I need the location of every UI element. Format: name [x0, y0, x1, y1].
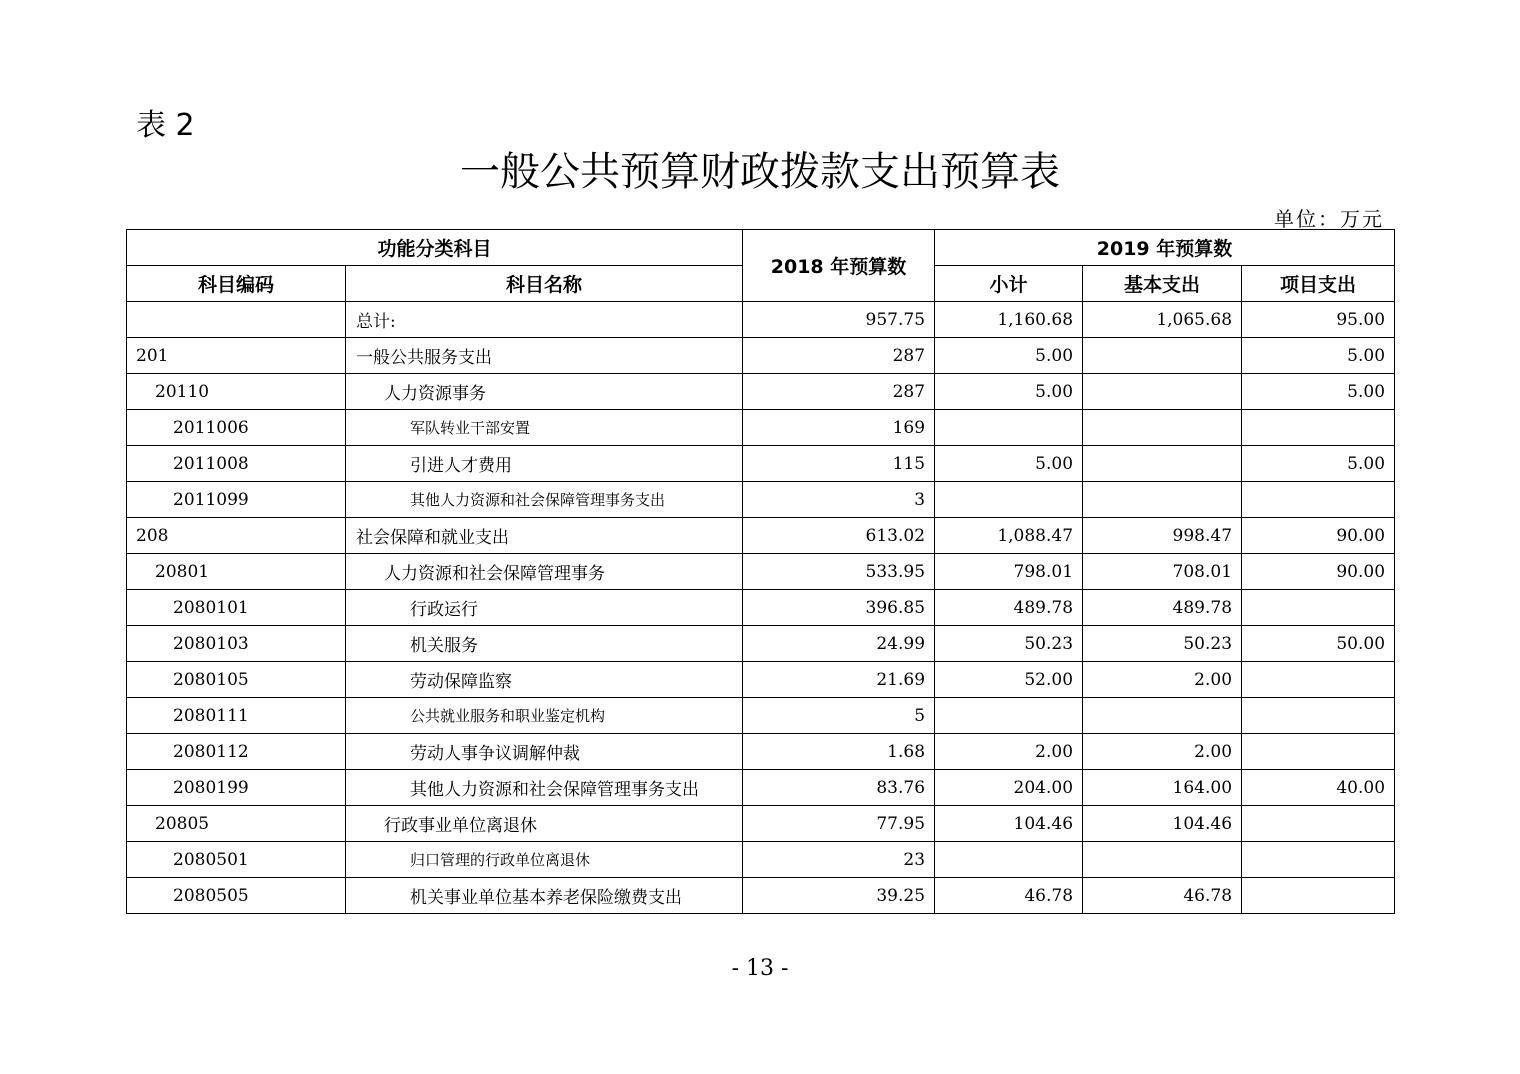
cell-code: 2080111	[127, 698, 346, 734]
cell-name: 行政运行	[346, 590, 743, 626]
cell-project: 90.00	[1242, 554, 1395, 590]
cell-subtotal: 1,088.47	[935, 518, 1083, 554]
cell-budget-2018: 957.75	[743, 302, 935, 338]
cell-basic: 50.23	[1083, 626, 1242, 662]
cell-budget-2018: 5	[743, 698, 935, 734]
cell-budget-2018: 169	[743, 410, 935, 446]
cell-budget-2018: 83.76	[743, 770, 935, 806]
cell-name: 行政事业单位离退休	[346, 806, 743, 842]
cell-code: 2011008	[127, 446, 346, 482]
cell-subtotal	[935, 482, 1083, 518]
cell-basic	[1083, 446, 1242, 482]
cell-project	[1242, 698, 1395, 734]
header-name: 科目名称	[346, 266, 743, 302]
cell-basic	[1083, 410, 1242, 446]
cell-subtotal	[935, 842, 1083, 878]
cell-budget-2018: 3	[743, 482, 935, 518]
cell-budget-2018: 613.02	[743, 518, 935, 554]
cell-name: 机关服务	[346, 626, 743, 662]
cell-name: 军队转业干部安置	[346, 410, 743, 446]
cell-subtotal: 489.78	[935, 590, 1083, 626]
table-row	[127, 338, 1395, 374]
cell-budget-2018: 77.95	[743, 806, 935, 842]
cell-code: 208	[127, 518, 346, 554]
cell-code: 2080112	[127, 734, 346, 770]
cell-project	[1242, 734, 1395, 770]
cell-basic: 46.78	[1083, 878, 1242, 914]
header-project: 项目支出	[1242, 266, 1395, 302]
cell-project	[1242, 842, 1395, 878]
cell-name: 劳动保障监察	[346, 662, 743, 698]
cell-project: 5.00	[1242, 338, 1395, 374]
cell-project: 40.00	[1242, 770, 1395, 806]
cell-subtotal: 2.00	[935, 734, 1083, 770]
cell-basic	[1083, 842, 1242, 878]
header-subtotal: 小计	[935, 266, 1083, 302]
cell-budget-2018: 115	[743, 446, 935, 482]
header-budget-2019: 2019 年预算数	[935, 230, 1395, 266]
cell-project: 50.00	[1242, 626, 1395, 662]
cell-name: 其他人力资源和社会保障管理事务支出	[346, 482, 743, 518]
cell-name: 劳动人事争议调解仲裁	[346, 734, 743, 770]
cell-code: 2011099	[127, 482, 346, 518]
cell-project: 95.00	[1242, 302, 1395, 338]
cell-subtotal: 798.01	[935, 554, 1083, 590]
cell-basic: 104.46	[1083, 806, 1242, 842]
page-number: - 13 -	[731, 956, 789, 981]
cell-code	[127, 302, 346, 338]
cell-subtotal: 104.46	[935, 806, 1083, 842]
cell-name: 其他人力资源和社会保障管理事务支出	[346, 770, 743, 806]
cell-project: 90.00	[1242, 518, 1395, 554]
table-row	[127, 410, 1395, 446]
table-row	[127, 518, 1395, 554]
cell-code: 20805	[127, 806, 346, 842]
cell-name: 社会保障和就业支出	[346, 518, 743, 554]
cell-budget-2018: 21.69	[743, 662, 935, 698]
cell-subtotal: 46.78	[935, 878, 1083, 914]
cell-basic	[1083, 482, 1242, 518]
cell-project	[1242, 662, 1395, 698]
cell-basic	[1083, 338, 1242, 374]
cell-subtotal: 5.00	[935, 374, 1083, 410]
header-func-class: 功能分类科目	[127, 230, 743, 266]
cell-project: 5.00	[1242, 374, 1395, 410]
cell-code: 2080505	[127, 878, 346, 914]
header-basic: 基本支出	[1083, 266, 1242, 302]
cell-project: 5.00	[1242, 446, 1395, 482]
cell-basic	[1083, 698, 1242, 734]
cell-code: 2080105	[127, 662, 346, 698]
cell-code: 2080501	[127, 842, 346, 878]
cell-project	[1242, 590, 1395, 626]
cell-code: 2080103	[127, 626, 346, 662]
cell-basic: 1,065.68	[1083, 302, 1242, 338]
table-row	[127, 878, 1395, 914]
cell-budget-2018: 24.99	[743, 626, 935, 662]
table-row	[127, 842, 1395, 878]
header-row-1	[127, 230, 1395, 266]
cell-code: 2080199	[127, 770, 346, 806]
cell-basic: 998.47	[1083, 518, 1242, 554]
table-row	[127, 806, 1395, 842]
cell-budget-2018: 23	[743, 842, 935, 878]
table-label: 表 2	[136, 108, 195, 143]
cell-name: 引进人才费用	[346, 446, 743, 482]
cell-name: 一般公共服务支出	[346, 338, 743, 374]
cell-subtotal: 5.00	[935, 446, 1083, 482]
cell-basic: 2.00	[1083, 734, 1242, 770]
cell-basic: 2.00	[1083, 662, 1242, 698]
unit-label: 单位：万元	[1274, 207, 1384, 231]
table-row	[127, 590, 1395, 626]
page-title: 一般公共预算财政拨款支出预算表	[460, 149, 1060, 195]
table-row	[127, 446, 1395, 482]
cell-project	[1242, 878, 1395, 914]
cell-code: 2080101	[127, 590, 346, 626]
table-row	[127, 302, 1395, 338]
cell-basic	[1083, 374, 1242, 410]
cell-subtotal: 204.00	[935, 770, 1083, 806]
cell-name: 总计:	[346, 302, 743, 338]
cell-subtotal: 50.23	[935, 626, 1083, 662]
cell-name: 人力资源和社会保障管理事务	[346, 554, 743, 590]
cell-budget-2018: 287	[743, 374, 935, 410]
table-row	[127, 374, 1395, 410]
cell-budget-2018: 396.85	[743, 590, 935, 626]
budget-table	[126, 229, 1395, 914]
table-row	[127, 482, 1395, 518]
cell-project	[1242, 410, 1395, 446]
table-row	[127, 770, 1395, 806]
cell-budget-2018: 1.68	[743, 734, 935, 770]
cell-subtotal	[935, 410, 1083, 446]
cell-subtotal: 1,160.68	[935, 302, 1083, 338]
cell-code: 20110	[127, 374, 346, 410]
table-row	[127, 554, 1395, 590]
cell-name: 机关事业单位基本养老保险缴费支出	[346, 878, 743, 914]
cell-name: 公共就业服务和职业鉴定机构	[346, 698, 743, 734]
cell-name: 人力资源事务	[346, 374, 743, 410]
cell-project	[1242, 482, 1395, 518]
cell-basic: 489.78	[1083, 590, 1242, 626]
cell-budget-2018: 39.25	[743, 878, 935, 914]
cell-subtotal	[935, 698, 1083, 734]
table-row	[127, 698, 1395, 734]
cell-subtotal: 5.00	[935, 338, 1083, 374]
table-row	[127, 734, 1395, 770]
table-row	[127, 626, 1395, 662]
cell-name: 归口管理的行政单位离退休	[346, 842, 743, 878]
cell-basic: 708.01	[1083, 554, 1242, 590]
cell-code: 201	[127, 338, 346, 374]
cell-code: 2011006	[127, 410, 346, 446]
header-budget-2018: 2018 年预算数	[743, 230, 935, 302]
cell-code: 20801	[127, 554, 346, 590]
cell-budget-2018: 533.95	[743, 554, 935, 590]
cell-budget-2018: 287	[743, 338, 935, 374]
cell-project	[1242, 806, 1395, 842]
cell-basic: 164.00	[1083, 770, 1242, 806]
table-row	[127, 662, 1395, 698]
header-code: 科目编码	[127, 266, 346, 302]
cell-subtotal: 52.00	[935, 662, 1083, 698]
